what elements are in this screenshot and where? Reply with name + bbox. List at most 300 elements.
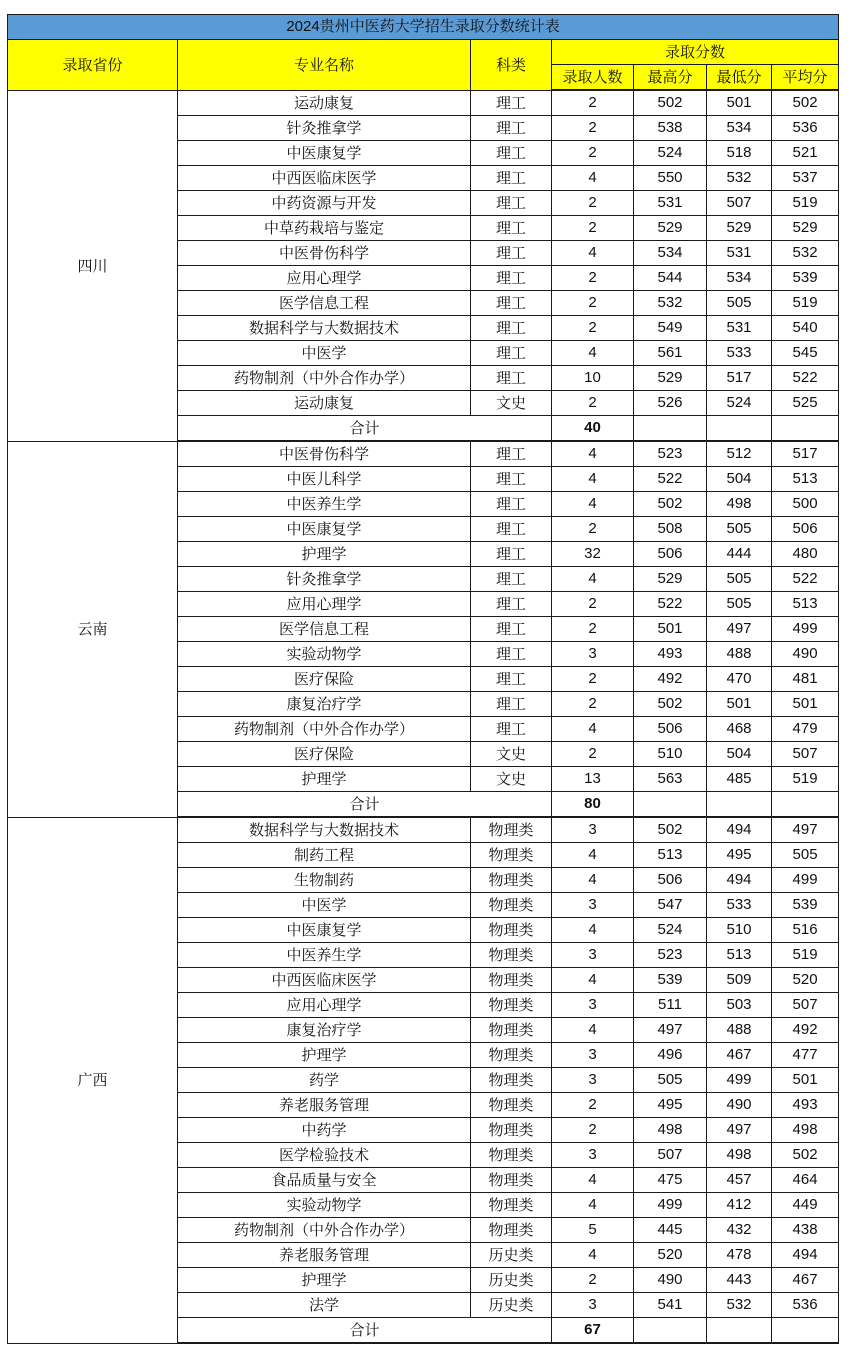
min-score-cell: 513 — [707, 943, 772, 968]
avg-score-cell: 502 — [772, 1143, 839, 1168]
max-score-cell: 544 — [634, 266, 707, 291]
max-score-cell: 532 — [634, 291, 707, 316]
category-cell: 文史 — [471, 742, 552, 767]
min-score-cell: 470 — [707, 667, 772, 692]
min-score-cell: 490 — [707, 1093, 772, 1118]
major-cell: 应用心理学 — [178, 592, 471, 617]
max-score-cell: 502 — [634, 692, 707, 717]
min-score-cell: 504 — [707, 742, 772, 767]
category-cell: 历史类 — [471, 1293, 552, 1318]
major-cell: 法学 — [178, 1293, 471, 1318]
major-cell: 中医学 — [178, 341, 471, 366]
major-cell: 中医儿科学 — [178, 467, 471, 492]
count-cell: 32 — [552, 542, 634, 567]
empty-cell — [634, 1318, 707, 1344]
total-label: 合计 — [178, 1318, 552, 1344]
min-score-cell: 517 — [707, 366, 772, 391]
min-score-cell: 499 — [707, 1068, 772, 1093]
max-score-cell: 508 — [634, 517, 707, 542]
avg-score-cell: 522 — [772, 567, 839, 592]
count-cell: 2 — [552, 90, 634, 116]
major-cell: 针灸推拿学 — [178, 116, 471, 141]
category-cell: 理工 — [471, 592, 552, 617]
max-score-cell: 549 — [634, 316, 707, 341]
max-score-cell: 493 — [634, 642, 707, 667]
count-cell: 3 — [552, 1043, 634, 1068]
category-cell: 理工 — [471, 517, 552, 542]
max-score-cell: 502 — [634, 90, 707, 116]
count-cell: 4 — [552, 1243, 634, 1268]
major-cell: 实验动物学 — [178, 642, 471, 667]
count-cell: 5 — [552, 1218, 634, 1243]
major-cell: 中医养生学 — [178, 943, 471, 968]
max-score-cell: 506 — [634, 717, 707, 742]
max-score-cell: 520 — [634, 1243, 707, 1268]
category-cell: 理工 — [471, 316, 552, 341]
total-count: 67 — [552, 1318, 634, 1344]
max-score-cell: 505 — [634, 1068, 707, 1093]
major-cell: 药物制剂（中外合作办学） — [178, 717, 471, 742]
avg-score-cell: 501 — [772, 1068, 839, 1093]
avg-score-cell: 521 — [772, 141, 839, 166]
avg-score-cell: 477 — [772, 1043, 839, 1068]
category-cell: 理工 — [471, 617, 552, 642]
avg-score-cell: 490 — [772, 642, 839, 667]
max-score-cell: 475 — [634, 1168, 707, 1193]
count-cell: 3 — [552, 1068, 634, 1093]
min-score-cell: 510 — [707, 918, 772, 943]
major-cell: 医疗保险 — [178, 667, 471, 692]
max-score-cell: 524 — [634, 918, 707, 943]
category-cell: 理工 — [471, 492, 552, 517]
avg-score-cell: 519 — [772, 943, 839, 968]
avg-score-cell: 481 — [772, 667, 839, 692]
min-score-cell: 524 — [707, 391, 772, 416]
major-cell: 中药资源与开发 — [178, 191, 471, 216]
category-cell: 文史 — [471, 767, 552, 792]
admission-score-table — [7, 14, 839, 1344]
count-cell: 2 — [552, 592, 634, 617]
major-cell: 中医养生学 — [178, 492, 471, 517]
major-cell: 针灸推拿学 — [178, 567, 471, 592]
empty-cell — [772, 1318, 839, 1344]
min-score-cell: 531 — [707, 316, 772, 341]
count-cell: 4 — [552, 717, 634, 742]
count-cell: 2 — [552, 391, 634, 416]
category-cell: 理工 — [471, 141, 552, 166]
count-cell: 4 — [552, 968, 634, 993]
count-cell: 3 — [552, 817, 634, 843]
major-cell: 医学检验技术 — [178, 1143, 471, 1168]
min-score-cell: 467 — [707, 1043, 772, 1068]
max-score-cell: 510 — [634, 742, 707, 767]
avg-score-cell: 513 — [772, 592, 839, 617]
major-cell: 中医康复学 — [178, 141, 471, 166]
major-cell: 医学信息工程 — [178, 617, 471, 642]
count-cell: 2 — [552, 667, 634, 692]
table-row — [8, 90, 839, 116]
major-cell: 中医学 — [178, 893, 471, 918]
major-cell: 药物制剂（中外合作办学） — [178, 366, 471, 391]
category-cell: 理工 — [471, 366, 552, 391]
min-score-cell: 444 — [707, 542, 772, 567]
empty-cell — [707, 1318, 772, 1344]
max-score-cell: 529 — [634, 366, 707, 391]
max-score-cell: 506 — [634, 868, 707, 893]
category-cell: 文史 — [471, 391, 552, 416]
major-cell: 数据科学与大数据技术 — [178, 316, 471, 341]
major-cell: 养老服务管理 — [178, 1093, 471, 1118]
table-row — [8, 817, 839, 843]
max-score-cell: 511 — [634, 993, 707, 1018]
major-cell: 运动康复 — [178, 90, 471, 116]
min-score-cell: 529 — [707, 216, 772, 241]
max-score-cell: 495 — [634, 1093, 707, 1118]
category-cell: 物理类 — [471, 1068, 552, 1093]
category-cell: 物理类 — [471, 1193, 552, 1218]
category-cell: 物理类 — [471, 1093, 552, 1118]
category-cell: 物理类 — [471, 1143, 552, 1168]
major-cell: 中医康复学 — [178, 517, 471, 542]
category-cell: 物理类 — [471, 943, 552, 968]
avg-score-cell: 500 — [772, 492, 839, 517]
min-score-cell: 497 — [707, 617, 772, 642]
max-score-cell: 502 — [634, 817, 707, 843]
count-cell: 4 — [552, 492, 634, 517]
min-score-cell: 495 — [707, 843, 772, 868]
header-avg: 平均分 — [772, 65, 839, 91]
province-cell: 云南 — [8, 441, 178, 817]
major-cell: 养老服务管理 — [178, 1243, 471, 1268]
major-cell: 医学信息工程 — [178, 291, 471, 316]
max-score-cell: 561 — [634, 341, 707, 366]
category-cell: 历史类 — [471, 1243, 552, 1268]
category-cell: 理工 — [471, 642, 552, 667]
total-label: 合计 — [178, 416, 552, 442]
avg-score-cell: 464 — [772, 1168, 839, 1193]
empty-cell — [707, 792, 772, 818]
count-cell: 4 — [552, 1018, 634, 1043]
major-cell: 食品质量与安全 — [178, 1168, 471, 1193]
page-title: 2024贵州中医药大学招生录取分数统计表 — [8, 15, 839, 40]
count-cell: 2 — [552, 141, 634, 166]
major-cell: 实验动物学 — [178, 1193, 471, 1218]
avg-score-cell: 536 — [772, 1293, 839, 1318]
province-cell: 广西 — [8, 817, 178, 1343]
header-scores-group: 录取分数 — [552, 40, 839, 65]
avg-score-cell: 539 — [772, 893, 839, 918]
min-score-cell: 443 — [707, 1268, 772, 1293]
major-cell: 护理学 — [178, 1268, 471, 1293]
avg-score-cell: 502 — [772, 90, 839, 116]
avg-score-cell: 507 — [772, 993, 839, 1018]
min-score-cell: 501 — [707, 90, 772, 116]
avg-score-cell: 513 — [772, 467, 839, 492]
max-score-cell: 506 — [634, 542, 707, 567]
min-score-cell: 507 — [707, 191, 772, 216]
avg-score-cell: 506 — [772, 517, 839, 542]
avg-score-cell: 505 — [772, 843, 839, 868]
max-score-cell: 502 — [634, 492, 707, 517]
category-cell: 物理类 — [471, 1118, 552, 1143]
count-cell: 2 — [552, 291, 634, 316]
max-score-cell: 445 — [634, 1218, 707, 1243]
min-score-cell: 533 — [707, 341, 772, 366]
min-score-cell: 503 — [707, 993, 772, 1018]
count-cell: 10 — [552, 366, 634, 391]
category-cell: 理工 — [471, 241, 552, 266]
header-major: 专业名称 — [178, 40, 471, 91]
count-cell: 3 — [552, 1143, 634, 1168]
category-cell: 物理类 — [471, 1218, 552, 1243]
max-score-cell: 523 — [634, 943, 707, 968]
avg-score-cell: 519 — [772, 191, 839, 216]
header-count: 录取人数 — [552, 65, 634, 91]
avg-score-cell: 532 — [772, 241, 839, 266]
avg-score-cell: 520 — [772, 968, 839, 993]
category-cell: 理工 — [471, 567, 552, 592]
count-cell: 3 — [552, 1293, 634, 1318]
min-score-cell: 457 — [707, 1168, 772, 1193]
max-score-cell: 538 — [634, 116, 707, 141]
avg-score-cell: 498 — [772, 1118, 839, 1143]
category-cell: 理工 — [471, 90, 552, 116]
avg-score-cell: 540 — [772, 316, 839, 341]
min-score-cell: 518 — [707, 141, 772, 166]
avg-score-cell: 522 — [772, 366, 839, 391]
max-score-cell: 513 — [634, 843, 707, 868]
max-score-cell: 498 — [634, 1118, 707, 1143]
max-score-cell: 550 — [634, 166, 707, 191]
category-cell: 理工 — [471, 341, 552, 366]
header-min: 最低分 — [707, 65, 772, 91]
min-score-cell: 488 — [707, 1018, 772, 1043]
avg-score-cell: 479 — [772, 717, 839, 742]
category-cell: 理工 — [471, 692, 552, 717]
max-score-cell: 507 — [634, 1143, 707, 1168]
avg-score-cell: 497 — [772, 817, 839, 843]
min-score-cell: 488 — [707, 642, 772, 667]
category-cell: 理工 — [471, 441, 552, 467]
count-cell: 3 — [552, 993, 634, 1018]
category-cell: 理工 — [471, 667, 552, 692]
count-cell: 4 — [552, 341, 634, 366]
table-row — [8, 441, 839, 467]
min-score-cell: 498 — [707, 492, 772, 517]
count-cell: 3 — [552, 943, 634, 968]
count-cell: 4 — [552, 166, 634, 191]
major-cell: 中医骨伤科学 — [178, 441, 471, 467]
major-cell: 护理学 — [178, 542, 471, 567]
min-score-cell: 494 — [707, 868, 772, 893]
major-cell: 应用心理学 — [178, 993, 471, 1018]
major-cell: 运动康复 — [178, 391, 471, 416]
major-cell: 护理学 — [178, 767, 471, 792]
max-score-cell: 522 — [634, 467, 707, 492]
category-cell: 物理类 — [471, 868, 552, 893]
max-score-cell: 499 — [634, 1193, 707, 1218]
max-score-cell: 526 — [634, 391, 707, 416]
count-cell: 2 — [552, 1093, 634, 1118]
max-score-cell: 541 — [634, 1293, 707, 1318]
category-cell: 物理类 — [471, 843, 552, 868]
max-score-cell: 539 — [634, 968, 707, 993]
category-cell: 理工 — [471, 467, 552, 492]
min-score-cell: 412 — [707, 1193, 772, 1218]
major-cell: 数据科学与大数据技术 — [178, 817, 471, 843]
max-score-cell: 490 — [634, 1268, 707, 1293]
empty-cell — [772, 792, 839, 818]
province-cell: 四川 — [8, 90, 178, 441]
min-score-cell: 504 — [707, 467, 772, 492]
avg-score-cell: 516 — [772, 918, 839, 943]
min-score-cell: 505 — [707, 592, 772, 617]
avg-score-cell: 467 — [772, 1268, 839, 1293]
count-cell: 4 — [552, 1193, 634, 1218]
avg-score-cell: 438 — [772, 1218, 839, 1243]
empty-cell — [634, 792, 707, 818]
total-label: 合计 — [178, 792, 552, 818]
avg-score-cell: 507 — [772, 742, 839, 767]
major-cell: 护理学 — [178, 1043, 471, 1068]
count-cell: 2 — [552, 1268, 634, 1293]
min-score-cell: 505 — [707, 567, 772, 592]
max-score-cell: 496 — [634, 1043, 707, 1068]
header-category: 科类 — [471, 40, 552, 91]
avg-score-cell: 449 — [772, 1193, 839, 1218]
count-cell: 2 — [552, 316, 634, 341]
avg-score-cell: 525 — [772, 391, 839, 416]
avg-score-cell: 539 — [772, 266, 839, 291]
max-score-cell: 522 — [634, 592, 707, 617]
count-cell: 2 — [552, 692, 634, 717]
avg-score-cell: 529 — [772, 216, 839, 241]
count-cell: 4 — [552, 918, 634, 943]
avg-score-cell: 499 — [772, 617, 839, 642]
category-cell: 理工 — [471, 116, 552, 141]
max-score-cell: 524 — [634, 141, 707, 166]
category-cell: 理工 — [471, 266, 552, 291]
major-cell: 药物制剂（中外合作办学） — [178, 1218, 471, 1243]
major-cell: 应用心理学 — [178, 266, 471, 291]
count-cell: 4 — [552, 241, 634, 266]
min-score-cell: 505 — [707, 291, 772, 316]
min-score-cell: 509 — [707, 968, 772, 993]
category-cell: 历史类 — [471, 1268, 552, 1293]
max-score-cell: 529 — [634, 567, 707, 592]
major-cell: 康复治疗学 — [178, 692, 471, 717]
category-cell: 理工 — [471, 542, 552, 567]
header-province: 录取省份 — [8, 40, 178, 91]
empty-cell — [707, 416, 772, 442]
avg-score-cell: 545 — [772, 341, 839, 366]
category-cell: 理工 — [471, 717, 552, 742]
min-score-cell: 494 — [707, 817, 772, 843]
max-score-cell: 492 — [634, 667, 707, 692]
header-max: 最高分 — [634, 65, 707, 91]
category-cell: 理工 — [471, 191, 552, 216]
max-score-cell: 547 — [634, 893, 707, 918]
min-score-cell: 512 — [707, 441, 772, 467]
major-cell: 医疗保险 — [178, 742, 471, 767]
min-score-cell: 497 — [707, 1118, 772, 1143]
min-score-cell: 533 — [707, 893, 772, 918]
avg-score-cell: 517 — [772, 441, 839, 467]
empty-cell — [634, 416, 707, 442]
avg-score-cell: 494 — [772, 1243, 839, 1268]
empty-cell — [772, 416, 839, 442]
max-score-cell: 523 — [634, 441, 707, 467]
count-cell: 2 — [552, 517, 634, 542]
min-score-cell: 534 — [707, 266, 772, 291]
major-cell: 康复治疗学 — [178, 1018, 471, 1043]
avg-score-cell: 480 — [772, 542, 839, 567]
count-cell: 13 — [552, 767, 634, 792]
min-score-cell: 468 — [707, 717, 772, 742]
major-cell: 中西医临床医学 — [178, 968, 471, 993]
category-cell: 物理类 — [471, 817, 552, 843]
count-cell: 2 — [552, 266, 634, 291]
count-cell: 2 — [552, 116, 634, 141]
min-score-cell: 534 — [707, 116, 772, 141]
min-score-cell: 498 — [707, 1143, 772, 1168]
min-score-cell: 505 — [707, 517, 772, 542]
min-score-cell: 532 — [707, 1293, 772, 1318]
total-count: 40 — [552, 416, 634, 442]
avg-score-cell: 492 — [772, 1018, 839, 1043]
category-cell: 物理类 — [471, 993, 552, 1018]
count-cell: 4 — [552, 843, 634, 868]
count-cell: 4 — [552, 441, 634, 467]
major-cell: 中医骨伤科学 — [178, 241, 471, 266]
min-score-cell: 432 — [707, 1218, 772, 1243]
category-cell: 物理类 — [471, 1168, 552, 1193]
major-cell: 药学 — [178, 1068, 471, 1093]
category-cell: 物理类 — [471, 1018, 552, 1043]
major-cell: 中医康复学 — [178, 918, 471, 943]
category-cell: 理工 — [471, 166, 552, 191]
min-score-cell: 532 — [707, 166, 772, 191]
count-cell: 4 — [552, 868, 634, 893]
max-score-cell: 563 — [634, 767, 707, 792]
max-score-cell: 531 — [634, 191, 707, 216]
max-score-cell: 534 — [634, 241, 707, 266]
category-cell: 物理类 — [471, 1043, 552, 1068]
count-cell: 4 — [552, 567, 634, 592]
count-cell: 4 — [552, 467, 634, 492]
major-cell: 中草药栽培与鉴定 — [178, 216, 471, 241]
min-score-cell: 531 — [707, 241, 772, 266]
max-score-cell: 501 — [634, 617, 707, 642]
category-cell: 理工 — [471, 216, 552, 241]
total-count: 80 — [552, 792, 634, 818]
avg-score-cell: 519 — [772, 767, 839, 792]
count-cell: 2 — [552, 191, 634, 216]
avg-score-cell: 501 — [772, 692, 839, 717]
min-score-cell: 478 — [707, 1243, 772, 1268]
count-cell: 3 — [552, 642, 634, 667]
count-cell: 2 — [552, 216, 634, 241]
count-cell: 2 — [552, 617, 634, 642]
max-score-cell: 497 — [634, 1018, 707, 1043]
major-cell: 生物制药 — [178, 868, 471, 893]
count-cell: 2 — [552, 1118, 634, 1143]
avg-score-cell: 537 — [772, 166, 839, 191]
count-cell: 2 — [552, 742, 634, 767]
avg-score-cell: 499 — [772, 868, 839, 893]
avg-score-cell: 536 — [772, 116, 839, 141]
category-cell: 物理类 — [471, 893, 552, 918]
